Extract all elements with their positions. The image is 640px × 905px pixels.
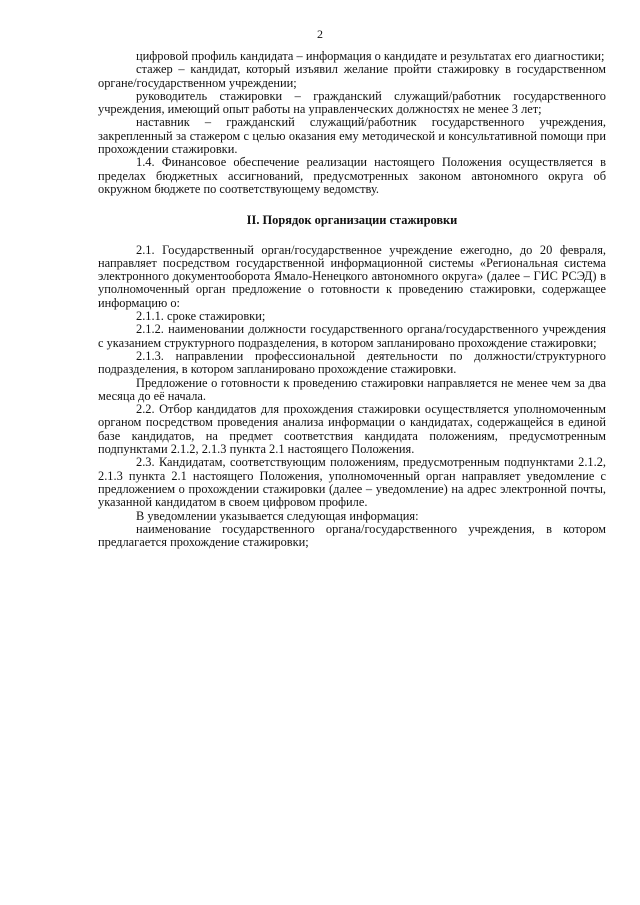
paragraph-organization-name: наименование государственного органа/государственного учреждения, в котором предлагается прохождение стажировки; xyxy=(98,521,606,550)
page-number: 2 xyxy=(317,27,323,41)
paragraph-2-1-3: 2.1.3. направлении профессиональной деятельности по должности/структурного подразделения, в котором запланировано прохождение стажировки. xyxy=(98,348,606,377)
paragraph-2-2: 2.2. Отбор кандидатов для прохождения стажировки осуществляется уполномоченным органом посредством проведения анализа информации о кандидатах, содержащейся в единой базе кандидатов, на предмет соответствия кандидата положениям, предусмотренным подпунктами 2.1.2, 2.1.3 пункта 2.1 настоящего Положения. xyxy=(98,402,606,457)
paragraph-2-3: 2.3. Кандидатам, соответствующим положениям, предусмотренным подпунктами 2.1.2, 2.1.3 пункта 2.1 настоящего Положения, уполномоченный орган направляет уведомление с предложением о прохождении стажировки (далее – уведомление) на адрес электронной почты, указанной кандидатом в своем цифровом профиле. xyxy=(98,455,606,510)
paragraph-2-1-1: 2.1.1. сроке стажировки; xyxy=(136,309,266,324)
paragraph-notification-info: В уведомлении указывается следующая информация: xyxy=(136,508,419,523)
definition-digital-profile: цифровой профиль кандидата – информация о кандидате и результатах его диагностики; xyxy=(136,49,605,63)
paragraph-2-1: 2.1. Государственный орган/государственное учреждение ежегодно, до 20 февраля, направляет посредством государственной информационной системы «Региональная система электронного документооборота Ямало-Ненецкого автономного округа» (далее – ГИС РСЭД) в уполномоченный орган предложение о готовности к проведению стажировки, содержащее информацию о: xyxy=(98,242,606,310)
paragraph-1-4: 1.4. Финансовое обеспечение реализации настоящего Положения осуществляется в пределах бюджетных ассигнований, предусмотренных законом автономного округа об окружном бюджете по соответствующему ведомству. xyxy=(98,155,606,196)
definition-internship-supervisor: руководитель стажировки – гражданский служащий/работник государственного учреждения, имеющий опыт работы на управленческих должностях не менее 3 лет; xyxy=(98,88,606,117)
paragraph-proposal-deadline: Предложение о готовности к проведению стажировки направляется не менее чем за два месяца до её начала. xyxy=(98,375,606,403)
section-heading: II. Порядок организации стажировки xyxy=(246,213,458,228)
paragraph-2-1-2: 2.1.2. наименовании должности государственного органа/государственного учреждения с указанием структурного подразделения, в котором запланировано прохождение стажировки; xyxy=(98,322,606,350)
definition-mentor: наставник – гражданский служащий/работник государственного учреждения, закрепленный за стажером с целью оказания ему методической и консультативной помощи при прохождении стажировки. xyxy=(98,115,606,157)
definition-intern: стажер – кандидат, который изъявил желание пройти стажировку в государственном органе/государственном учреждении; xyxy=(98,62,606,90)
document-body xyxy=(98,50,606,549)
